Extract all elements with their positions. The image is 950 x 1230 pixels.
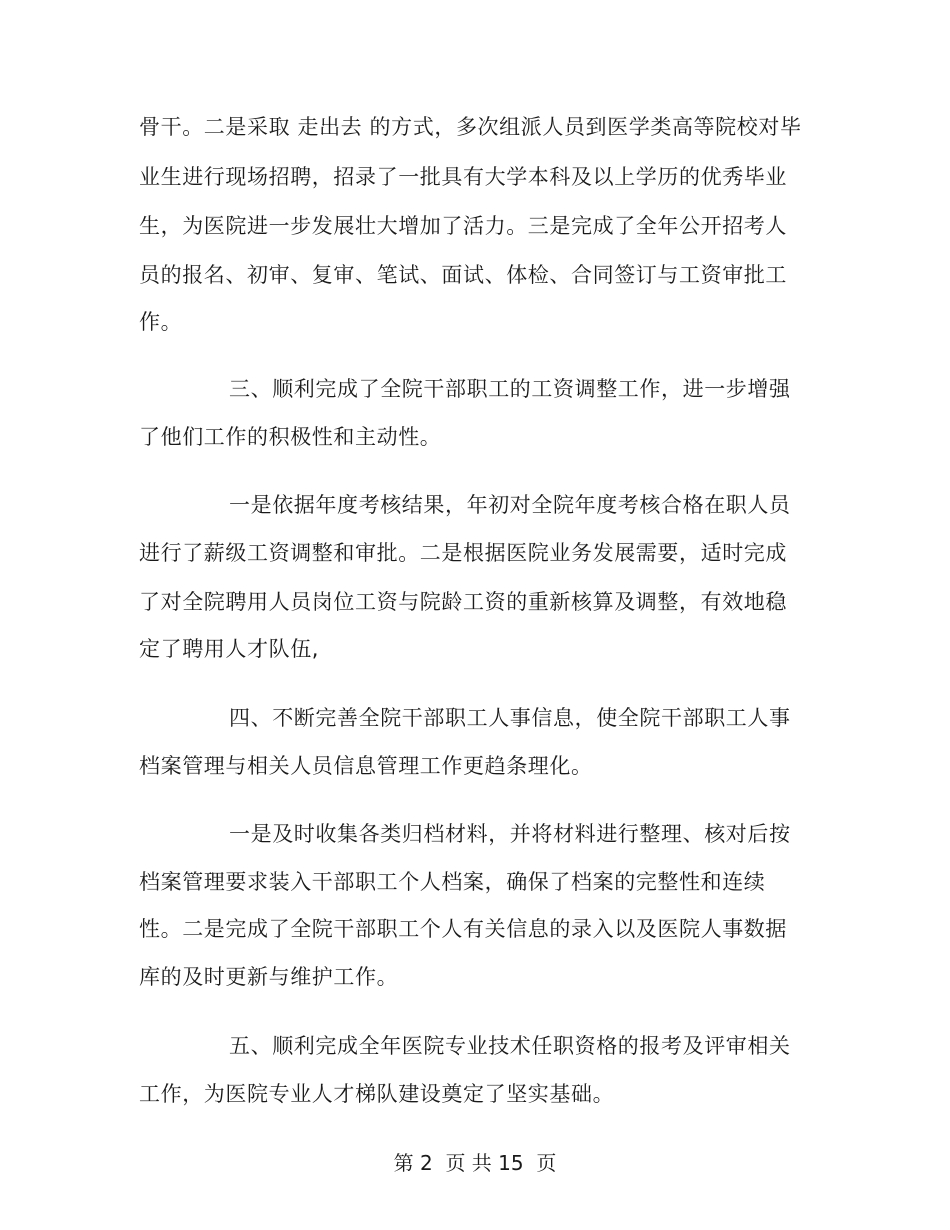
section-heading: 四、不断完善全院干部职工人事信息，使全院干部职工人事 <box>229 706 791 730</box>
text-line: 作。 <box>139 310 183 334</box>
text-line: 定了聘用人才队伍, <box>139 637 320 661</box>
text-line: 业生进行现场招聘，招录了一批具有大学本科及以上学历的优秀毕业 <box>139 165 787 189</box>
page-number: 第 2 页 共 15 页 <box>393 1151 557 1175</box>
section-heading: 三、顺利完成了全院干部职工的工资调整工作，进一步增强 <box>229 377 791 401</box>
text-line: 员的报名、初审、复审、笔试、面试、体检、合同签订与工资审批工 <box>139 263 787 287</box>
text-line: 工作，为医院专业人才梯队建设奠定了坚实基础。 <box>139 1082 615 1106</box>
text-line: 了他们工作的积极性和主动性。 <box>139 425 442 449</box>
text-line: 进行了薪级工资调整和审批。二是根据医院业务发展需要，适时完成 <box>139 541 787 565</box>
paragraph-start: 一是及时收集各类归档材料，并将材料进行整理、核对后按 <box>229 822 791 846</box>
text-line: 性。二是完成了全院干部职工个人有关信息的录入以及医院人事数据 <box>139 917 787 941</box>
text-line: 了对全院聘用人员岗位工资与院龄工资的重新核算及调整，有效地稳 <box>139 590 787 614</box>
section-heading: 五、顺利完成全年医院专业技术任职资格的报考及评审相关 <box>229 1034 791 1058</box>
text-line: 生，为医院进一步发展壮大增加了活力。三是完成了全年公开招考人 <box>139 214 787 238</box>
text-line: 骨干。二是采取 走出去 的方式，多次组派人员到医学类高等院校对毕 <box>139 115 802 139</box>
text-line: 档案管理与相关人员信息管理工作更趋条理化。 <box>139 754 593 778</box>
text-line: 库的及时更新与维护工作。 <box>139 965 399 989</box>
text-line: 档案管理要求装入干部职工个人档案，确保了档案的完整性和连续 <box>139 870 766 894</box>
paragraph-start: 一是依据年度考核结果，年初对全院年度考核合格在职人员 <box>229 493 791 517</box>
